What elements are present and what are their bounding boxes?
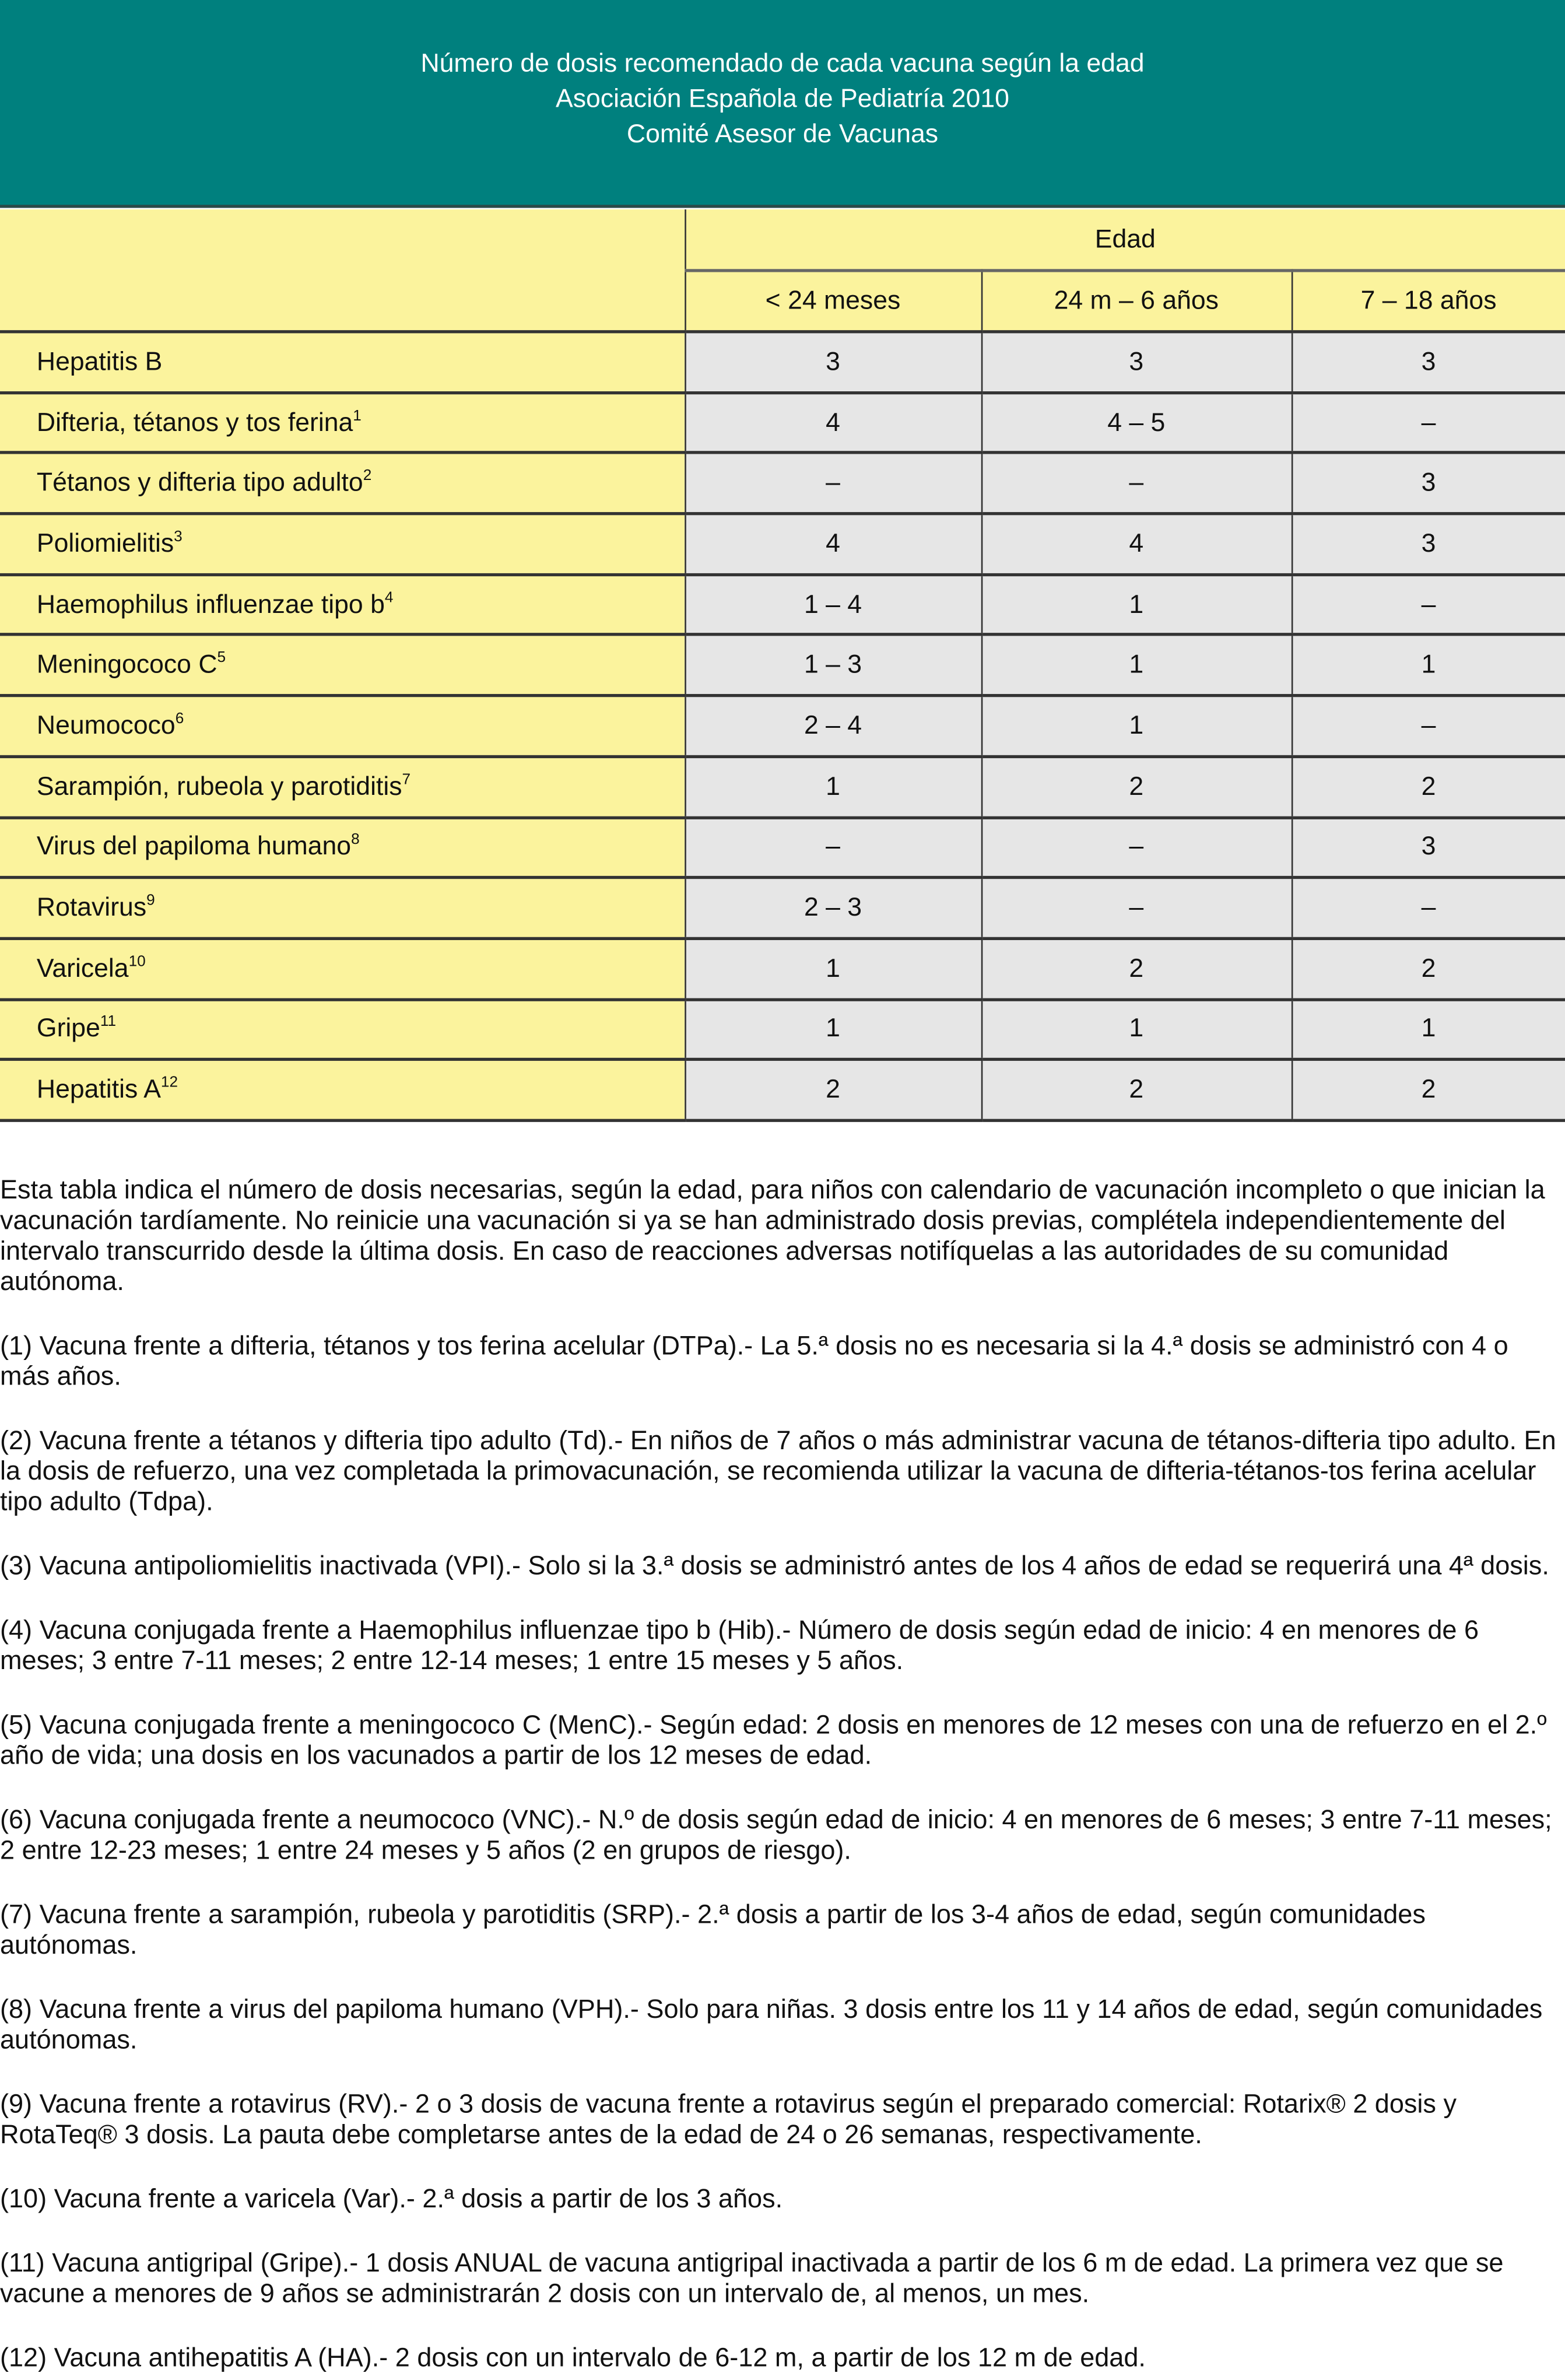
dose-cell: – (1292, 696, 1565, 756)
table-row (0, 878, 1565, 938)
dose-cell: 1 (685, 999, 981, 1060)
dose-cell: 2 – 4 (685, 696, 981, 756)
dose-cell: 1 (981, 574, 1292, 635)
vaccine-name: Hepatitis B (36, 346, 163, 376)
footnote: (5) Vacuna conjugada frente a meningococo C (MenC).- Según edad: 2 dosis en menores de 12 meses con una de refuerzo en el 2.º año de vida; una dosis en los vacunados a partir de los 12 meses de edad. (0, 1709, 1547, 1771)
dose-cell: 4 (685, 392, 981, 453)
dose-cell: 2 (685, 1060, 981, 1120)
vaccine-name-cell (0, 756, 685, 817)
dose-table (0, 209, 1565, 1122)
vaccine-name: Sarampión, rubeola y parotiditis (36, 771, 402, 801)
table-row (0, 817, 1565, 878)
footnote-ref: 1 (353, 407, 362, 425)
table-row (0, 999, 1565, 1060)
dose-cell: 3 (981, 332, 1292, 392)
table-row (0, 392, 1565, 453)
title-line: Asociación Española de Pediatría 2010 (556, 84, 1009, 113)
footnote-ref: 7 (402, 771, 411, 788)
dose-cell: 1 – 4 (685, 574, 981, 635)
vaccine-name-cell (0, 332, 685, 392)
dose-cell: 1 (981, 635, 1292, 696)
dose-cell: 4 – 5 (981, 392, 1292, 453)
table-row (0, 696, 1565, 756)
dose-cell: – (685, 453, 981, 514)
dose-cell: – (685, 817, 981, 878)
vaccine-name-cell (0, 392, 685, 453)
footnote-ref: 2 (363, 468, 372, 485)
corner-cell (0, 209, 685, 332)
vaccine-name-cell (0, 999, 685, 1060)
footnote: (12) Vacuna antihepatitis A (HA).- 2 dosis con un intervalo de 6-12 m, a partir de los 12 m de edad. (0, 2342, 1146, 2372)
dose-cell: 1 (981, 696, 1292, 756)
footnote: (6) Vacuna conjugada frente a neumococo (VNC).- N.º de dosis según edad de inicio: 4 en menores de 6 meses; 3 entre 7-11 meses; 2 entre 12-23 meses; 1 entre 24 meses y 5 años (2 en grupos de riesgo). (0, 1803, 1552, 1865)
dose-cell: 4 (685, 514, 981, 574)
dose-cell: – (981, 453, 1292, 514)
dose-cell: 2 (981, 938, 1292, 999)
vaccine-name: Poliomielitis (36, 528, 174, 558)
dose-cell: 1 (981, 999, 1292, 1060)
table-row (0, 756, 1565, 817)
column-header: 7 – 18 años (1292, 271, 1565, 332)
dose-cell: – (1292, 574, 1565, 635)
dose-cell: – (981, 878, 1292, 938)
table-row (0, 332, 1565, 392)
age-group-header: Edad (685, 209, 1565, 271)
dose-cell: 1 – 3 (685, 635, 981, 696)
vaccine-name: Varicela (36, 953, 129, 983)
footnote-ref: 5 (217, 650, 226, 667)
column-header: < 24 meses (685, 271, 981, 332)
footnote: (4) Vacuna conjugada frente a Haemophilus influenzae tipo b (Hib).- Número de dosis según edad de inicio: 4 en menores de 6 meses; 3 entre 7-11 meses; 2 entre 12-14 meses; 1 entre 15 meses y 5 años. (0, 1614, 1479, 1676)
vaccine-name: Tétanos y difteria tipo adulto (36, 468, 363, 497)
dose-cell: 1 (1292, 635, 1565, 696)
footnotes (0, 1174, 1565, 2380)
footnote-ref: 11 (100, 1014, 117, 1031)
footnote: (1) Vacuna frente a difteria, tétanos y tos ferina acelular (DTPa).- La 5.ª dosis no es necesaria si la 4.ª dosis se administró con 4 o más años. (0, 1330, 1508, 1391)
vaccine-name-cell (0, 574, 685, 635)
vaccine-name-cell (0, 635, 685, 696)
footnote-ref: 4 (384, 589, 394, 607)
footnote-ref: 3 (174, 528, 183, 546)
dose-cell: 2 (981, 756, 1292, 817)
footnote-ref: 9 (146, 892, 155, 910)
footnote: (9) Vacuna frente a rotavirus (RV).- 2 o 3 dosis de vacuna frente a rotavirus según el preparado comercial: Rotarix® 2 dosis y RotaTeq® 3 dosis. La pauta debe completarse antes de la edad de 24 o 26 semanas, respectivamente. (0, 2088, 1457, 2150)
dose-cell: 2 (1292, 756, 1565, 817)
title-line: Número de dosis recomendado de cada vacuna según la edad (420, 48, 1145, 78)
dose-cell: 1 (685, 756, 981, 817)
table-title-banner (0, 0, 1565, 208)
footnote-ref: 8 (351, 832, 360, 849)
dose-cell: 2 (981, 1060, 1292, 1120)
dose-cell: 3 (1292, 514, 1565, 574)
dose-cell: 2 – 3 (685, 878, 981, 938)
table-row (0, 514, 1565, 574)
vaccine-name: Virus del papiloma humano (36, 832, 352, 861)
footnote: (10) Vacuna frente a varicela (Var).- 2.ª dosis a partir de los 3 años. (0, 2182, 783, 2214)
dose-cell: 1 (685, 938, 981, 999)
dose-cell: 2 (1292, 1060, 1565, 1120)
table-row (0, 453, 1565, 514)
dose-cell: 4 (981, 514, 1292, 574)
footnote: (2) Vacuna frente a tétanos y difteria tipo adulto (Td).- En niños de 7 años o más administrar vacuna de tétanos-difteria tipo adulto. En la dosis de refuerzo, una vez completada la primovacunación, se recomienda utilizar la vacuna de difteria-tétanos-tos ferina acelular tipo adulto (Tdpa). (0, 1424, 1556, 1517)
table-row (0, 1060, 1565, 1120)
vaccine-name: Haemophilus influenzae tipo b (36, 589, 385, 619)
vaccine-name-cell (0, 878, 685, 938)
footnote-ref: 12 (160, 1074, 178, 1092)
vaccine-name-cell (0, 817, 685, 878)
title-line: Comité Asesor de Vacunas (626, 119, 939, 149)
vaccine-name: Meningococo C (36, 650, 217, 679)
vaccine-name-cell (0, 514, 685, 574)
dose-cell: – (981, 817, 1292, 878)
table-row (0, 938, 1565, 999)
column-header: 24 m – 6 años (981, 271, 1292, 332)
vaccine-name: Neumococo (36, 710, 176, 740)
dose-cell: 3 (1292, 332, 1565, 392)
dose-cell: 1 (1292, 999, 1565, 1060)
footnote-ref: 6 (175, 710, 184, 728)
vaccine-name: Rotavirus (36, 892, 147, 922)
dose-cell: 3 (1292, 453, 1565, 514)
footnote: (3) Vacuna antipoliomielitis inactivada (VPI).- Solo si la 3.ª dosis se administró antes de los 4 años de edad se requerirá una 4ª dosis. (0, 1550, 1549, 1581)
dose-cell: 3 (685, 332, 981, 392)
vaccine-name-cell (0, 453, 685, 514)
vaccine-name: Hepatitis A (36, 1074, 161, 1104)
footnote: (7) Vacuna frente a sarampión, rubeola y parotiditis (SRP).- 2.ª dosis a partir de los 3-4 años de edad, según comunidades autónomas. (0, 1898, 1426, 1960)
dose-cell: – (1292, 392, 1565, 453)
dose-cell: – (1292, 878, 1565, 938)
footnote: (8) Vacuna frente a virus del papiloma humano (VPH).- Solo para niñas. 3 dosis entre los 11 y 14 años de edad, según comunidades autónomas. (0, 1993, 1543, 2055)
table-row (0, 635, 1565, 696)
vaccine-name: Difteria, tétanos y tos ferina (36, 407, 353, 437)
vaccine-name-cell (0, 1060, 685, 1120)
dose-cell: 2 (1292, 938, 1565, 999)
vaccine-name-cell (0, 696, 685, 756)
footnote-ref: 10 (128, 953, 146, 970)
vaccine-name-cell (0, 938, 685, 999)
table-row (0, 574, 1565, 635)
vaccine-name: Gripe (36, 1014, 100, 1043)
dose-cell: 3 (1292, 817, 1565, 878)
intro-paragraph: Esta tabla indica el número de dosis necesarias, según la edad, para niños con calendario de vacunación incompleto o que inician la vacunación tardíamente. No reinicie una vacunación si ya se han administrado dosis previas, complétela independientemente del intervalo transcurrido desde la última dosis. En caso de reacciones adversas notifíquelas a las autoridades de su comunidad autónoma. (0, 1174, 1545, 1296)
footnote: (11) Vacuna antigripal (Gripe).- 1 dosis ANUAL de vacuna antigripal inactivada a partir de los 6 m de edad. La primera vez que se vacune a menores de 9 años se administrarán 2 dosis con un intervalo de, al menos, un mes. (0, 2247, 1504, 2308)
